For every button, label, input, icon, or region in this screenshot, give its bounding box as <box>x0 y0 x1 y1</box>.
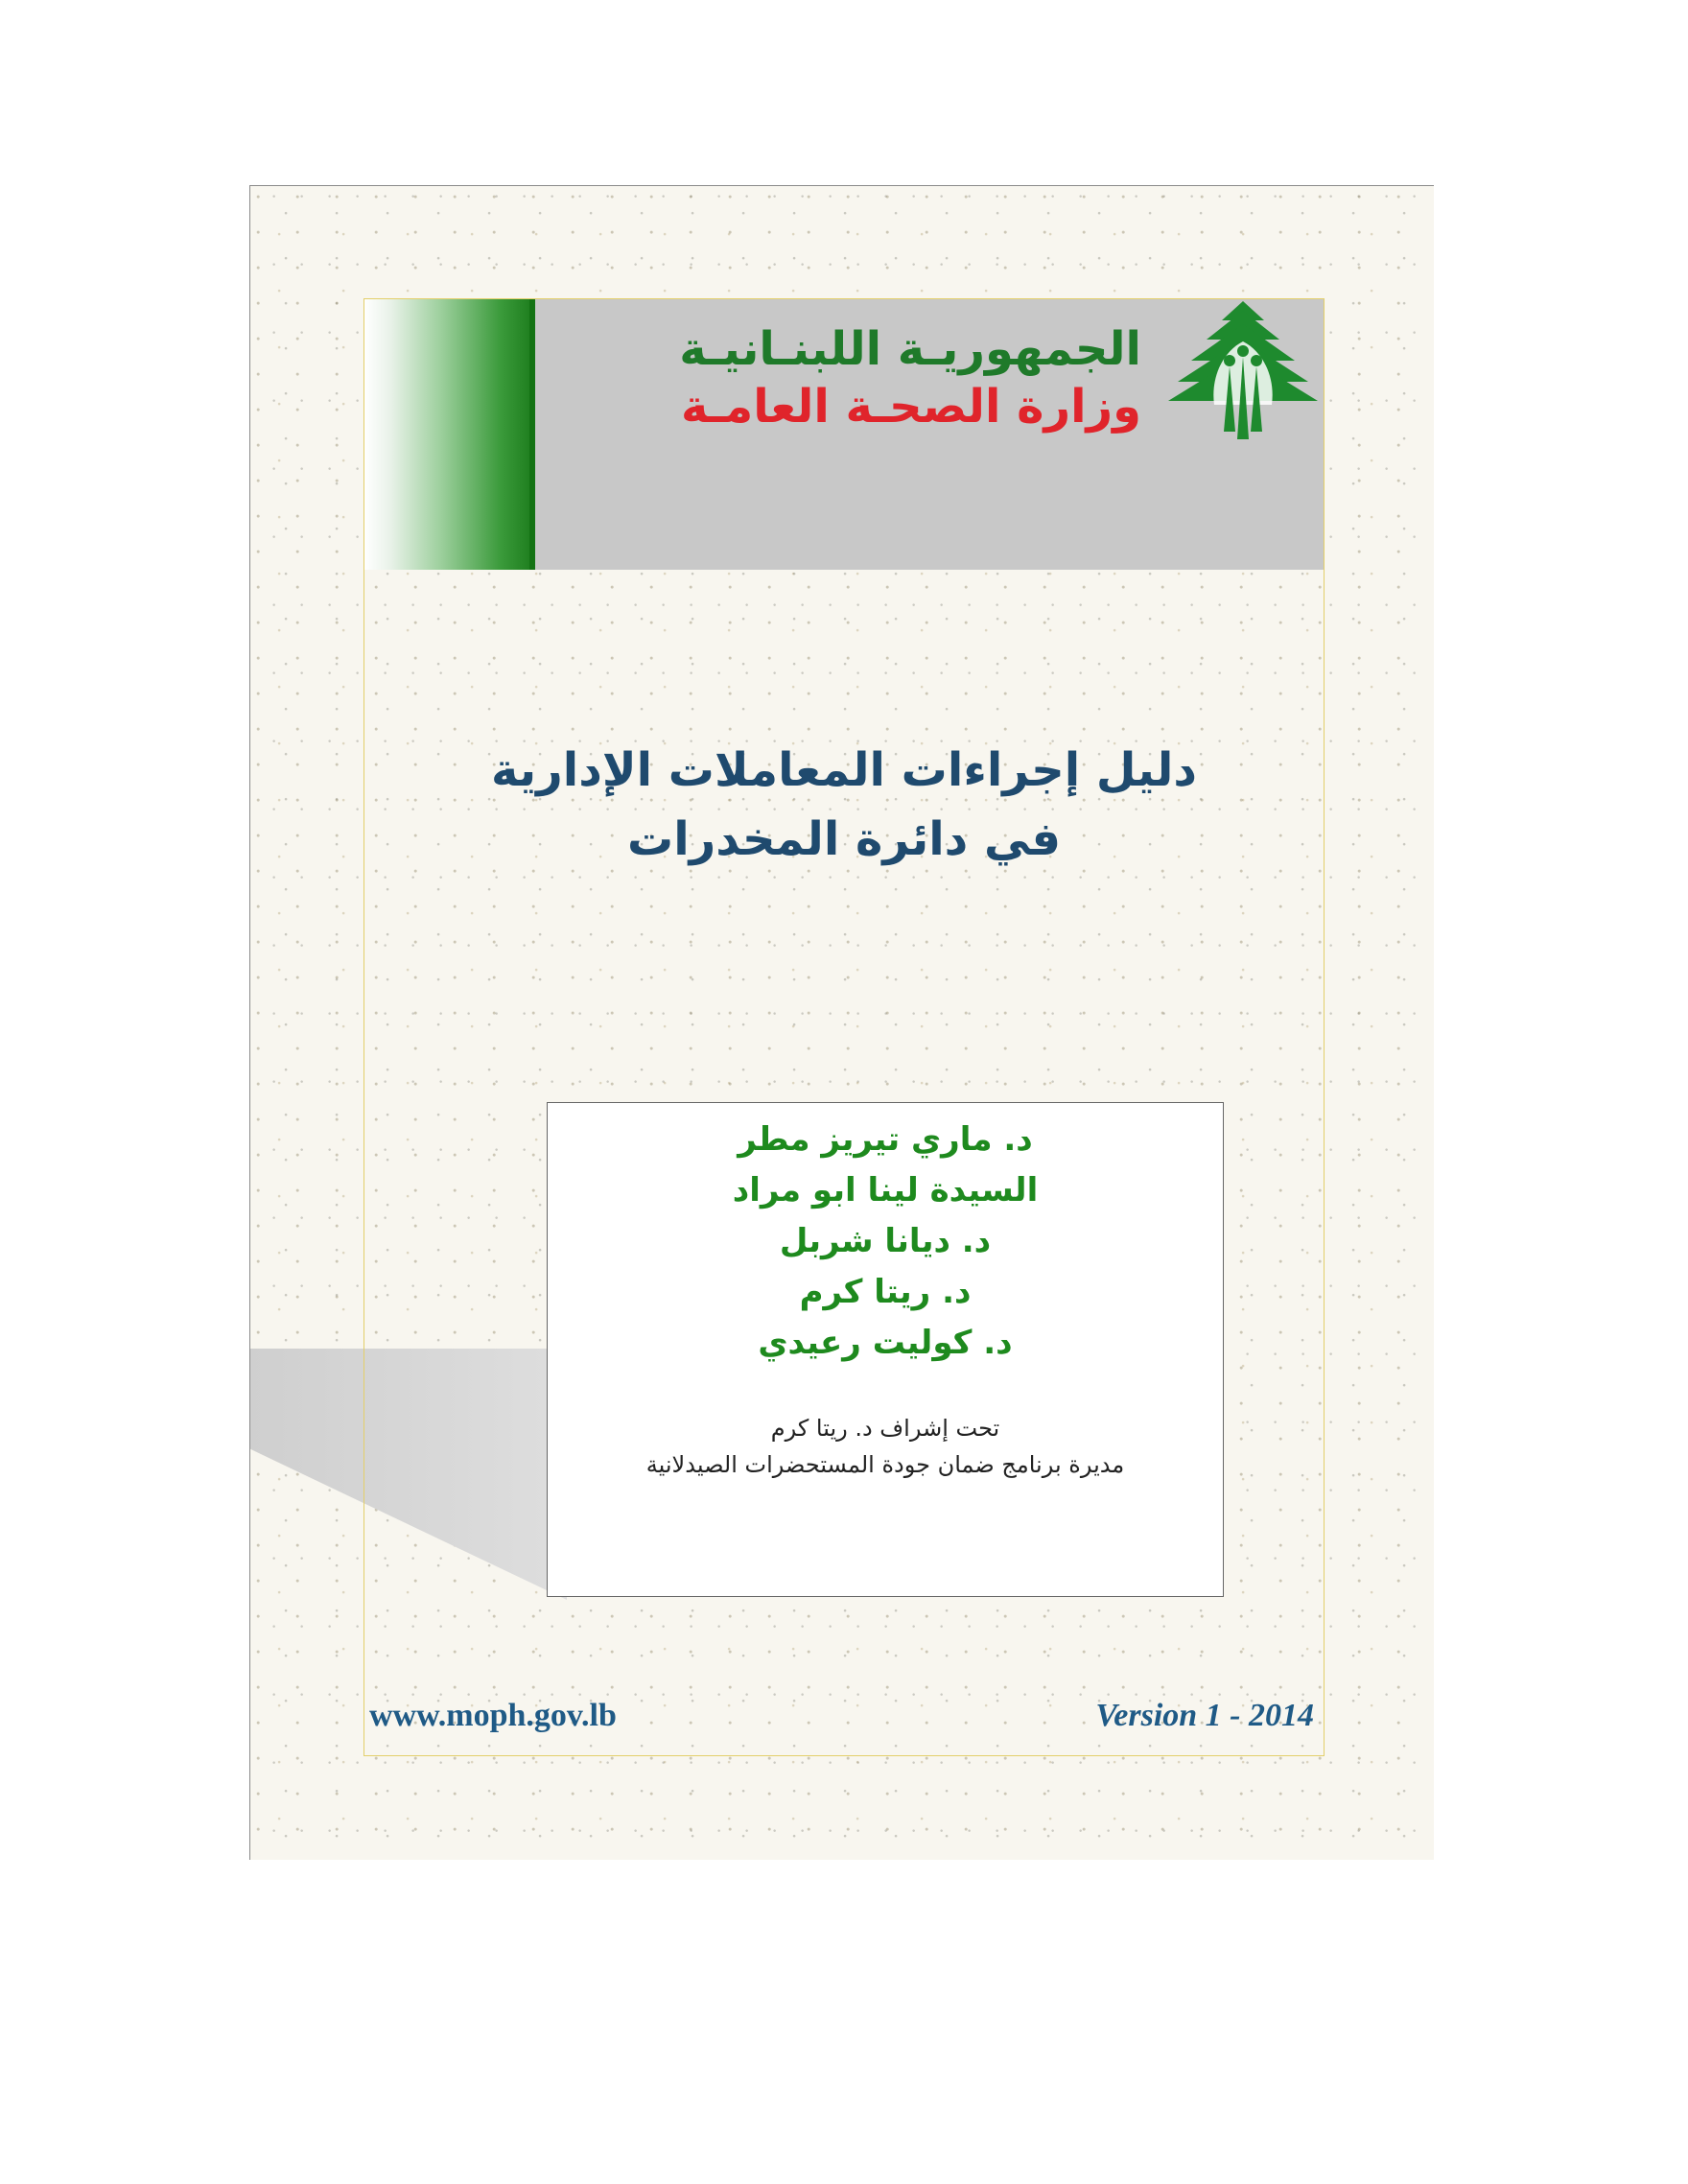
author-name: د. ماري تيريز مطر <box>738 1120 1033 1159</box>
header-banner <box>364 299 1324 570</box>
cover-page <box>249 185 1434 1860</box>
website-url: www.moph.gov.lb <box>369 1698 617 1733</box>
title-line-2: في دائرة المخدرات <box>626 812 1061 866</box>
cedar-logo-icon <box>1166 299 1320 443</box>
supervisor-role: مديرة برنامج ضمان جودة المستحضرات الصيدلانية <box>645 1451 1125 1478</box>
author-name: د. ديانا شربل <box>779 1222 992 1260</box>
title-line-1: دليل إجراءات المعاملات الإدارية <box>490 743 1198 797</box>
authors-box <box>547 1102 1224 1597</box>
republic-title: الجمهوريـة اللبنـانيـة <box>679 322 1141 376</box>
author-name: د. ريتا كرم <box>799 1273 972 1311</box>
authors-list <box>548 1115 1223 1369</box>
supervisor-line: تحت إشراف د. ريتا كرم <box>770 1415 1000 1442</box>
author-name: د. كوليت رعيدي <box>758 1324 1013 1362</box>
ministry-title: وزارة الصحـة العامـة <box>680 380 1141 434</box>
supervision-note <box>548 1410 1223 1483</box>
author-name: السيدة لينا ابو مراد <box>732 1171 1039 1209</box>
header-titles <box>679 320 1141 435</box>
document-title <box>364 736 1324 874</box>
version-label: Version 1 - 2014 <box>1095 1698 1314 1733</box>
inner-frame <box>363 298 1325 1756</box>
green-gradient-strip <box>364 299 535 570</box>
